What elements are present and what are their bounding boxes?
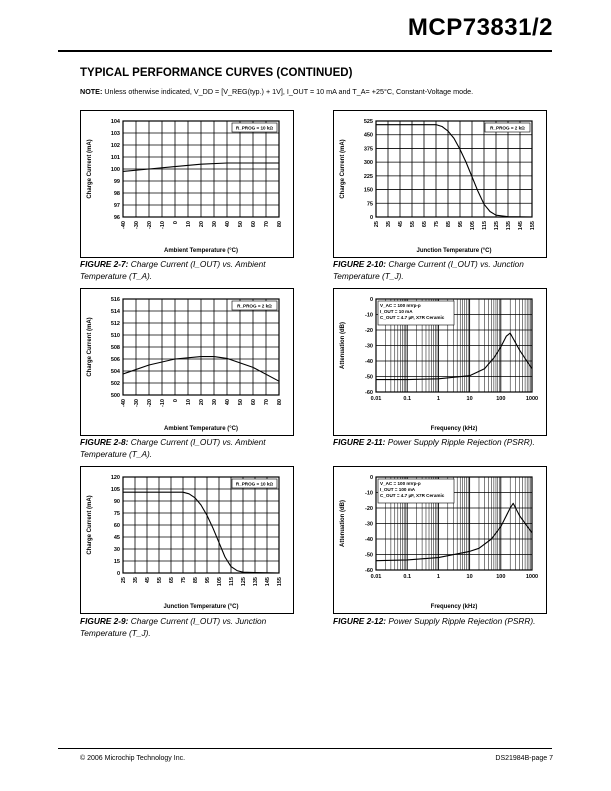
y-tick-label: 0 xyxy=(369,215,373,221)
y-axis-label: Attenuation (dB) xyxy=(340,322,346,369)
y-tick-label: 104 xyxy=(110,119,120,125)
x-tick-label: 30 xyxy=(212,399,218,406)
caption-2-11 xyxy=(333,436,563,448)
y-tick-label: 90 xyxy=(113,499,120,505)
series-line xyxy=(376,503,532,560)
chart-2-8 xyxy=(81,289,293,435)
y-tick-label: 100 xyxy=(110,167,120,173)
y-tick-label: 45 xyxy=(113,535,120,541)
section-title: TYPICAL PERFORMANCE CURVES (CONTINUED) xyxy=(80,67,353,79)
x-tick-label: 70 xyxy=(264,399,270,406)
x-tick-label: 0 xyxy=(173,221,179,225)
chart-panel-2-8 xyxy=(80,288,294,436)
caption-2-8 xyxy=(80,436,310,460)
x-tick-label: 35 xyxy=(386,221,392,228)
y-tick-label: -10 xyxy=(365,312,373,319)
y-tick-label: -50 xyxy=(365,552,373,559)
note-text: Unless otherwise indicated, V_DD = [V_REG(typ.) + 1V], I_OUT = 10 mA and T_A= +25°C, Constant-Voltage mode. xyxy=(104,87,474,96)
legend-text: C_OUT = 4.7 µF, X7R Ceramic xyxy=(380,315,445,320)
x-axis-label: Frequency (kHz) xyxy=(430,604,478,610)
x-tick-label: 135 xyxy=(253,577,259,587)
x-tick-label: 115 xyxy=(229,577,235,586)
chart-legend xyxy=(378,301,454,325)
caption-text: Charge Current (I_OUT) vs. Ambient Temperature (T_A). xyxy=(80,259,266,281)
y-tick-label: 514 xyxy=(110,309,120,315)
caption-text: Charge Current (I_OUT) vs. Ambient Temperature (T_A). xyxy=(80,437,266,459)
y-tick-label: -30 xyxy=(365,521,373,528)
y-tick-label: 98 xyxy=(113,191,120,197)
y-tick-label: 60 xyxy=(113,523,120,529)
x-tick-label: 105 xyxy=(217,577,223,587)
y-tick-label: 30 xyxy=(113,547,120,553)
x-tick-label: 85 xyxy=(446,221,452,228)
x-tick-label: 50 xyxy=(238,221,244,228)
y-tick-label: -60 xyxy=(365,568,373,574)
caption-2-7 xyxy=(80,258,310,282)
x-tick-label: 20 xyxy=(199,399,205,406)
x-tick-label: -40 xyxy=(121,399,127,407)
x-axis-label: Ambient Temperature (°C) xyxy=(164,426,238,432)
footer-copyright: © 2006 Microchip Technology Inc. xyxy=(80,755,186,762)
chart-group xyxy=(340,119,536,254)
x-tick-label: 0.01 xyxy=(370,396,382,402)
y-tick-label: 508 xyxy=(110,345,120,351)
caption-fig-label: FIGURE 2-12: xyxy=(333,616,387,626)
caption-fig-label: FIGURE 2-10: xyxy=(333,259,387,269)
chart-legend xyxy=(232,301,277,310)
x-tick-label: 85 xyxy=(193,577,199,584)
x-tick-label: 145 xyxy=(518,221,524,231)
x-tick-label: 95 xyxy=(458,221,464,228)
x-tick-label: -20 xyxy=(147,221,153,229)
caption-2-12 xyxy=(333,615,563,627)
x-tick-label: 155 xyxy=(277,577,283,587)
chart-2-12 xyxy=(334,467,546,613)
x-tick-label: 70 xyxy=(264,221,270,228)
x-tick-label: 40 xyxy=(225,399,231,406)
x-tick-label: 25 xyxy=(121,577,127,584)
x-tick-label: 10 xyxy=(466,396,473,402)
chart-legend xyxy=(232,123,277,132)
x-tick-label: 125 xyxy=(494,221,500,231)
x-tick-label: 80 xyxy=(277,399,283,406)
footer-rule xyxy=(58,748,552,749)
x-tick-label: 20 xyxy=(199,221,205,228)
caption-fig-label: FIGURE 2-8: xyxy=(80,437,129,447)
y-tick-label: 0 xyxy=(116,571,120,577)
y-axis-label: Charge Current (mA) xyxy=(87,317,93,377)
legend-text: I_OUT = 100 mA xyxy=(380,487,416,492)
y-tick-label: 15 xyxy=(113,559,120,565)
legend-text: R_PROG = 2 kΩ xyxy=(490,125,525,131)
x-tick-label: 1000 xyxy=(525,396,539,402)
x-tick-label: 55 xyxy=(157,577,163,584)
note-label: NOTE: xyxy=(80,87,103,96)
y-tick-label: 516 xyxy=(110,297,120,303)
y-tick-label: 502 xyxy=(110,381,120,387)
x-tick-label: 45 xyxy=(398,221,404,228)
y-tick-label: 97 xyxy=(113,203,120,209)
y-tick-label: 504 xyxy=(110,369,120,375)
y-tick-label: 510 xyxy=(110,333,120,339)
x-tick-label: -20 xyxy=(147,399,153,407)
x-tick-label: 95 xyxy=(205,577,211,584)
x-tick-label: 100 xyxy=(496,574,506,580)
y-tick-label: 150 xyxy=(363,187,373,194)
legend-text: C_OUT = 4.7 µF, X7R Ceramic xyxy=(380,493,445,498)
x-axis-label: Junction Temperature (°C) xyxy=(416,248,492,254)
x-tick-label: 25 xyxy=(374,221,380,228)
x-tick-label: 35 xyxy=(133,577,139,584)
x-tick-label: -40 xyxy=(121,221,127,229)
chart-panel-2-11 xyxy=(333,288,547,436)
y-tick-label: 120 xyxy=(110,475,120,481)
y-tick-label: 105 xyxy=(110,487,120,493)
series-line xyxy=(376,333,532,380)
x-tick-label: 0.1 xyxy=(403,396,412,402)
x-tick-label: 10 xyxy=(466,574,473,580)
x-tick-label: 65 xyxy=(422,221,428,228)
note-line xyxy=(80,87,473,96)
caption-fig-label: FIGURE 2-11: xyxy=(333,437,386,447)
x-tick-label: 100 xyxy=(496,396,506,402)
caption-text: Power Supply Ripple Rejection (PSRR). xyxy=(387,437,535,447)
x-tick-label: 30 xyxy=(212,221,218,228)
x-tick-label: -10 xyxy=(160,399,166,407)
chart-group xyxy=(340,297,538,432)
chart-legend xyxy=(232,479,277,488)
x-tick-label: 155 xyxy=(530,221,536,231)
x-tick-label: 1 xyxy=(436,574,440,580)
legend-text: V_AC = 100 mVp-p xyxy=(380,481,421,486)
x-tick-label: 80 xyxy=(277,221,283,228)
y-tick-label: 375 xyxy=(363,146,373,153)
y-axis-label: Charge Current (mA) xyxy=(87,139,93,199)
caption-text: Power Supply Ripple Rejection (PSRR). xyxy=(388,616,536,626)
y-tick-label: -10 xyxy=(365,490,373,497)
y-tick-label: 450 xyxy=(363,132,373,139)
y-tick-label: 75 xyxy=(366,201,373,208)
document-title: MCP73831/2 xyxy=(407,14,553,41)
x-tick-label: 45 xyxy=(145,577,151,584)
x-tick-label: 1000 xyxy=(525,574,539,580)
x-tick-label: 105 xyxy=(470,221,476,231)
y-tick-label: 0 xyxy=(369,475,373,481)
chart-legend xyxy=(378,479,454,503)
caption-2-9 xyxy=(80,615,310,639)
x-axis-label: Junction Temperature (°C) xyxy=(163,604,239,610)
y-tick-label: 500 xyxy=(110,393,120,399)
y-tick-label: 506 xyxy=(110,357,120,363)
footer-page-number: DS21984B-page 7 xyxy=(495,755,553,762)
chart-panel-2-9 xyxy=(80,466,294,614)
y-tick-label: -40 xyxy=(365,359,373,365)
x-tick-label: 75 xyxy=(434,221,440,228)
y-tick-label: 103 xyxy=(110,131,120,137)
y-tick-label: 75 xyxy=(113,511,120,517)
caption-fig-label: FIGURE 2-7: xyxy=(80,259,129,269)
y-tick-label: 525 xyxy=(363,119,373,125)
chart-2-10 xyxy=(334,111,546,257)
y-tick-label: -20 xyxy=(365,506,373,512)
x-tick-label: 115 xyxy=(482,221,488,230)
y-tick-label: 102 xyxy=(110,143,120,149)
x-tick-label: 1 xyxy=(436,396,440,402)
x-tick-label: 60 xyxy=(251,221,257,228)
x-tick-label: -30 xyxy=(134,399,140,407)
y-axis-label: Charge Current (mA) xyxy=(87,495,93,555)
x-tick-label: 0 xyxy=(173,399,179,403)
chart-2-7 xyxy=(81,111,293,257)
chart-2-11 xyxy=(334,289,546,435)
x-tick-label: 65 xyxy=(169,577,175,584)
plot-frame xyxy=(376,121,532,217)
x-tick-label: 55 xyxy=(410,221,416,228)
x-tick-label: 135 xyxy=(506,221,512,231)
legend-text: R_PROG = 2 kΩ xyxy=(237,303,272,309)
legend-text: V_AC = 100 mVp-p xyxy=(380,303,421,308)
x-tick-label: 0.1 xyxy=(403,574,412,580)
x-tick-label: 10 xyxy=(186,399,192,406)
caption-fig-label: FIGURE 2-9: xyxy=(80,616,129,626)
chart-2-9 xyxy=(81,467,293,613)
y-tick-label: 512 xyxy=(110,321,120,327)
x-tick-label: 145 xyxy=(265,577,271,587)
chart-group xyxy=(87,119,283,254)
legend-text: R_PROG = 10 kΩ xyxy=(235,481,274,487)
y-tick-label: 96 xyxy=(113,215,120,221)
y-tick-label: -20 xyxy=(365,328,373,334)
x-axis-label: Ambient Temperature (°C) xyxy=(164,248,238,254)
caption-text: Charge Current (I_OUT) vs. Junction Temperature (T_J). xyxy=(80,616,267,638)
x-tick-label: 40 xyxy=(225,221,231,228)
y-tick-label: 300 xyxy=(363,160,373,167)
x-tick-label: -30 xyxy=(134,221,140,229)
y-tick-label: -30 xyxy=(365,343,373,350)
x-tick-label: -10 xyxy=(160,221,166,229)
x-axis-label: Frequency (kHz) xyxy=(430,426,478,432)
y-axis-label: Attenuation (dB) xyxy=(340,500,346,547)
caption-text: Charge Current (I_OUT) vs. Junction Temperature (T_J). xyxy=(333,259,524,281)
chart-panel-2-10 xyxy=(333,110,547,258)
x-tick-label: 50 xyxy=(238,399,244,406)
caption-2-10 xyxy=(333,258,563,282)
chart-legend xyxy=(485,123,530,132)
y-tick-label: 101 xyxy=(110,155,120,161)
chart-panel-2-7 xyxy=(80,110,294,258)
y-tick-label: -60 xyxy=(365,390,373,396)
y-tick-label: 225 xyxy=(363,173,373,180)
x-tick-label: 10 xyxy=(186,221,192,228)
y-tick-label: -40 xyxy=(365,537,373,543)
y-axis-label: Charge Current (mA) xyxy=(340,139,346,199)
chart-group xyxy=(87,297,283,432)
legend-text: I_OUT = 10 mA xyxy=(380,309,413,314)
chart-group xyxy=(87,475,283,610)
chart-group xyxy=(340,475,538,610)
y-tick-label: 0 xyxy=(369,297,373,303)
y-tick-label: -50 xyxy=(365,374,373,381)
header-rule xyxy=(58,50,552,52)
chart-panel-2-12 xyxy=(333,466,547,614)
x-tick-label: 0.01 xyxy=(370,574,382,580)
legend-text: R_PROG = 10 kΩ xyxy=(235,125,274,131)
x-tick-label: 125 xyxy=(241,577,247,587)
y-tick-label: 99 xyxy=(113,179,120,185)
x-tick-label: 60 xyxy=(251,399,257,406)
x-tick-label: 75 xyxy=(181,577,187,584)
